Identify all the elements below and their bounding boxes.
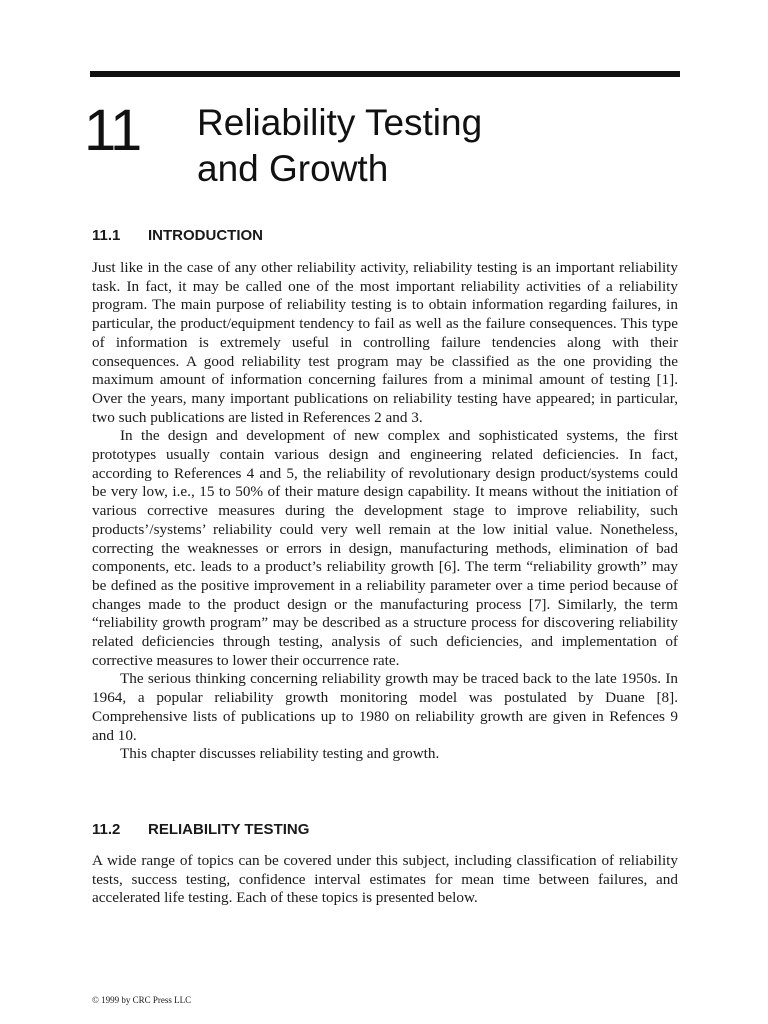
paragraph: The serious thinking concerning reliability growth may be traced back to the late 1950s. In 1964, a popular reliability growth monitoring model was postulated by Duane [8]. Comprehensive lists of publications up to 1980 on reliability growth are given in Refences 9 and 10. [92,670,678,744]
section-title: INTRODUCTION [148,227,263,244]
chapter-title [197,100,677,192]
paragraph: Just like in the case of any other reliability activity, reliability testing is an important reliability task. In fact, it may be called one of the most important reliability activities of a reliability program. The main purpose of reliability testing is to obtain information regarding failures, in particular, the product/equipment tendency to fail as well as the failure consequences. This type of information is extremely useful in controlling failure tendencies along with their consequences. A good reliability test program may be classified as the one providing the maximum amount of information concerning failures from a minimal amount of testing [1]. Over the years, many important publications on reliability testing have appeared; in particular, two such publications are listed in References 2 and 3. [92,259,678,426]
section-body-reliability-testing [92,852,678,908]
section-heading-reliability-testing [92,821,309,839]
chapter-number: 11 [84,98,141,163]
paragraph: In the design and development of new complex and sophisticated systems, the first prototypes usually contain various design and engineering related deficiencies. In fact, according to References 4 and 5, the reliability of revolutionary design product/systems could be very low, i.e., 15 to 50% of their mature design capability. It means without the initiation of various corrective measures during the development stage to improve reliability, such products’/systems’ reliability could very well remain at the low initial value. Nonetheless, correcting the weaknesses or errors in design, manufacturing methods, elimination of bad components, etc. leads to a product’s reliability growth [6]. The term “reliability growth” may be defined as the positive improvement in a reliability parameter over a time period because of changes made to the product design or the manufacturing process [7]. Similarly, the term “reliability growth program” may be described as a structure process for discovering reliability related deficiencies through testing, analysis of such deficiencies, and implementation of corrective measures to lower their occurrence rate. [92,427,678,669]
paragraph: A wide range of topics can be covered under this subject, including classification of reliability tests, success testing, confidence interval estimates for mean time between failures, and accelerated life testing. Each of these topics is presented below. [92,852,678,907]
section-body-introduction [92,259,678,764]
section-number: 11.2 [92,821,121,838]
chapter-title-line-2: and Growth [197,148,389,189]
section-heading-introduction [92,227,263,245]
copyright-footer: © 1999 by CRC Press LLC [92,995,192,1005]
section-title: RELIABILITY TESTING [148,821,310,838]
paragraph: This chapter discusses reliability testing and growth. [120,745,440,763]
chapter-top-rule [90,71,680,77]
section-number: 11.1 [92,227,121,244]
chapter-title-line-1: Reliability Testing [197,102,483,143]
